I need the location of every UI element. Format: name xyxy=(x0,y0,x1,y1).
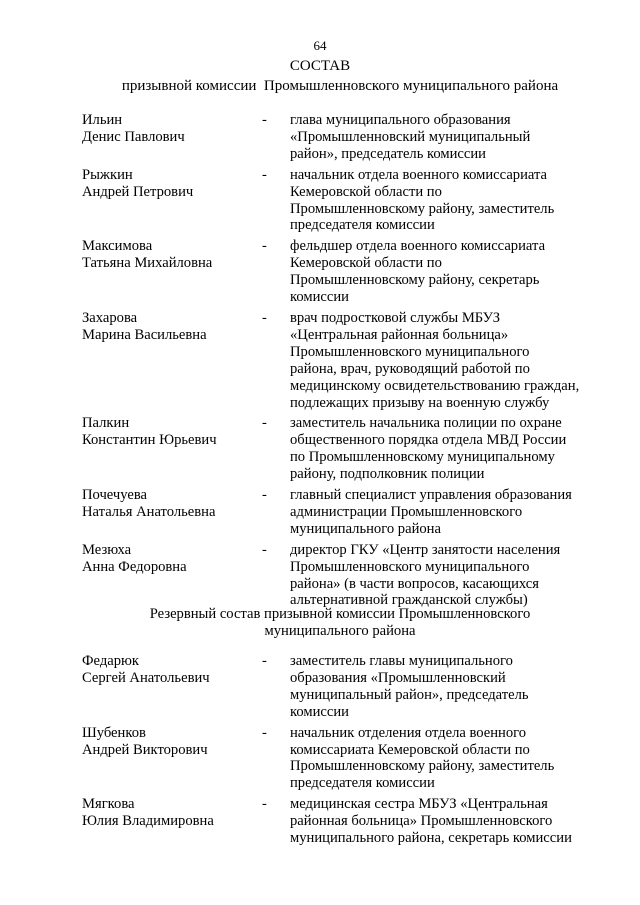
member-position-line: подлежащих призыву на военную службу xyxy=(290,394,550,411)
page-number: 64 xyxy=(313,38,327,53)
member-position-line: Кемеровской области по xyxy=(290,255,442,272)
member-name-line: Константин Юрьевич xyxy=(82,432,217,449)
member-name xyxy=(82,487,262,538)
member-name-line: Почечуева xyxy=(82,487,148,504)
member-name xyxy=(82,653,262,721)
member-position-line: председателя комиссии xyxy=(290,217,435,234)
member-name-line: Ильин xyxy=(82,112,123,128)
member-row xyxy=(82,415,602,483)
member-position-line: «Промышленновский муниципальный xyxy=(290,128,531,145)
member-position xyxy=(290,310,590,411)
member-position-line: району, подполковник полиции xyxy=(290,466,485,483)
member-position-line: Промышленновскому району, заместитель xyxy=(290,758,555,775)
commission-members-list xyxy=(82,112,602,613)
document-title: СОСТАВ xyxy=(289,58,351,74)
member-position-line: «Центральная районная больница» xyxy=(290,326,509,343)
member-name-line: Максимова xyxy=(82,238,153,255)
reserve-title-line: Резервный состав призывной комиссии Промышленновского xyxy=(149,606,531,622)
member-position-line: врач подростковой службы МБУЗ xyxy=(290,309,501,326)
member-name-line: Шубенков xyxy=(82,724,146,741)
member-position xyxy=(290,487,590,538)
member-position-line: начальник отделения отдела военного xyxy=(290,724,527,741)
reserve-section-title xyxy=(0,606,640,640)
member-row xyxy=(82,796,602,847)
member-position xyxy=(290,238,590,306)
member-name xyxy=(82,238,262,306)
member-name xyxy=(82,167,262,235)
member-position-line: района» (в части вопросов, касающихся xyxy=(290,575,539,592)
member-position xyxy=(290,167,590,235)
member-position-line: Промышленновского муниципального xyxy=(290,343,530,360)
member-dash: - xyxy=(262,238,267,255)
member-position-line: по Промышленновскому муниципальному xyxy=(290,449,555,466)
member-name-line: Федарюк xyxy=(82,653,140,669)
member-row xyxy=(82,112,602,163)
member-position-line: председателя комиссии xyxy=(290,775,435,792)
document-subtitle: призывной комиссии Промышленновского муниципального района xyxy=(121,78,559,94)
member-position-line: район», председатель комиссии xyxy=(290,145,486,162)
member-position-line: главный специалист управления образования xyxy=(290,487,572,504)
member-position xyxy=(290,796,590,847)
member-name-line: Татьяна Михайловна xyxy=(82,255,213,272)
member-position-line: заместитель главы муниципального xyxy=(290,653,513,669)
member-position-line: муниципального района xyxy=(290,520,441,537)
member-row xyxy=(82,542,602,610)
member-row xyxy=(82,725,602,793)
member-position-line: комиссариата Кемеровской области по xyxy=(290,741,530,758)
reserve-title-line: муниципального района xyxy=(264,623,416,639)
member-dash: - xyxy=(262,796,267,813)
member-dash: - xyxy=(262,309,267,326)
member-name-line: Сергей Анатольевич xyxy=(82,669,210,686)
member-position-line: общественного порядка отдела МВД России xyxy=(290,432,567,449)
member-name-line: Рыжкин xyxy=(82,166,133,183)
member-position-line: заместитель начальника полиции по охране xyxy=(290,415,562,432)
member-position-line: комиссии xyxy=(290,289,349,306)
member-position xyxy=(290,725,590,793)
member-name-line: Андрей Петрович xyxy=(82,183,194,200)
member-position-line: глава муниципального образования xyxy=(290,112,511,128)
member-row xyxy=(82,310,602,411)
member-row xyxy=(82,487,602,538)
member-position xyxy=(290,415,590,483)
member-dash: - xyxy=(262,112,267,128)
member-dash: - xyxy=(262,415,267,432)
member-name-line: Марина Васильевна xyxy=(82,326,207,343)
member-position-line: Промышленновскому району, заместитель xyxy=(290,200,555,217)
member-name-line: Денис Павлович xyxy=(82,128,185,145)
member-name-line: Андрей Викторович xyxy=(82,741,208,758)
member-dash: - xyxy=(262,724,267,741)
member-dash: - xyxy=(262,541,267,558)
member-position-line: Промышленновского муниципального xyxy=(290,558,530,575)
member-position xyxy=(290,653,590,721)
member-position-line: районная больница» Промышленновского xyxy=(290,813,553,830)
member-position-line: медицинская сестра МБУЗ «Центральная xyxy=(290,796,548,813)
member-name xyxy=(82,310,262,411)
member-dash: - xyxy=(262,653,267,669)
member-name-line: Юлия Владимировна xyxy=(82,813,214,830)
member-position-line: администрации Промышленновского xyxy=(290,503,523,520)
member-position-line: комиссии xyxy=(290,703,349,720)
member-name xyxy=(82,725,262,793)
member-position-line: медицинскому освидетельствованию граждан, xyxy=(290,377,580,394)
member-position-line: фельдшер отдела военного комиссариата xyxy=(290,238,546,255)
member-name-line: Анна Федоровна xyxy=(82,558,187,575)
member-position-line: альтернативной гражданской службы) xyxy=(290,592,528,609)
member-row xyxy=(82,653,602,721)
member-name-line: Палкин xyxy=(82,415,130,432)
member-dash: - xyxy=(262,487,267,504)
member-position xyxy=(290,542,590,610)
reserve-members-list xyxy=(82,653,602,851)
member-position-line: муниципальный район», председатель xyxy=(290,686,529,703)
member-position-line: района, врач, руководящий работой по xyxy=(290,360,530,377)
member-row xyxy=(82,167,602,235)
member-position-line: директор ГКУ «Центр занятости населения xyxy=(290,541,561,558)
member-name xyxy=(82,542,262,610)
member-position-line: начальник отдела военного комиссариата xyxy=(290,166,548,183)
member-position-line: Кемеровской области по xyxy=(290,183,442,200)
member-name-line: Захарова xyxy=(82,309,138,326)
member-position-line: Промышленновскому району, секретарь xyxy=(290,272,540,289)
member-name xyxy=(82,796,262,847)
member-dash: - xyxy=(262,166,267,183)
member-position-line: образования «Промышленновский xyxy=(290,669,506,686)
member-name-line: Мягкова xyxy=(82,796,135,813)
member-position xyxy=(290,112,590,163)
member-position-line: муниципального района, секретарь комиссии xyxy=(290,830,572,847)
member-name-line: Мезюха xyxy=(82,541,132,558)
member-name xyxy=(82,415,262,483)
member-name-line: Наталья Анатольевна xyxy=(82,503,216,520)
member-row xyxy=(82,238,602,306)
member-name xyxy=(82,112,262,163)
